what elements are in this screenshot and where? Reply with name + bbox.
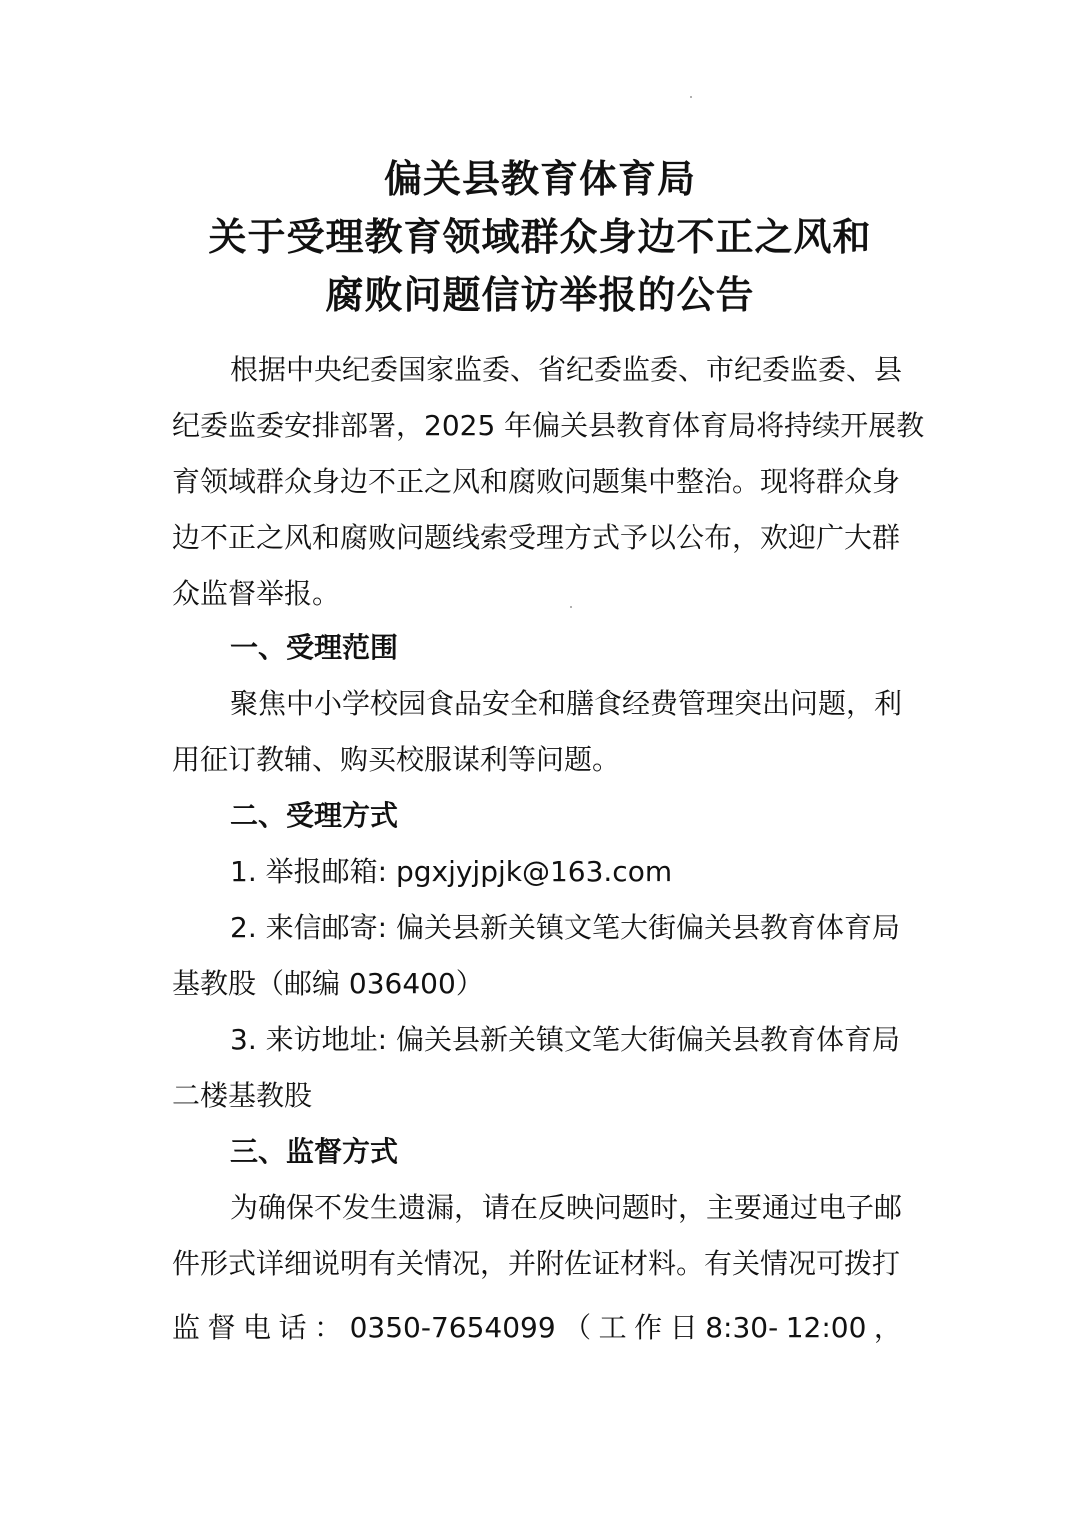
phone-token: ， [873, 1311, 902, 1344]
intro-line-3: 育领域群众身边不正之风和腐败问题集中整治。现将群众身 [172, 465, 901, 498]
phone-token: 话 [278, 1311, 307, 1344]
supervision-phone-line [172, 1311, 902, 1344]
title-line-2: 关于受理教育领域群众身边不正之风和 [208, 214, 872, 259]
section-3-line-2: 件形式详细说明有关情况，并附佐证材料。有关情况可拨打 [172, 1247, 901, 1280]
title-line-3: 腐败问题信访举报的公告 [325, 272, 755, 317]
intro-line-4: 边不正之风和腐败问题线索受理方式予以公布，欢迎广大群 [172, 521, 901, 554]
section-1-line-2: 用征订教辅、购买校服谋利等问题。 [172, 743, 621, 776]
visit-address-line-2: 二楼基教股 [172, 1079, 313, 1112]
phone-token: 12:00 [785, 1311, 867, 1344]
intro-line-1: 根据中央纪委国家监委、省纪委监委、市纪委监委、县 [230, 353, 903, 386]
phone-token: 电 [243, 1311, 272, 1344]
mail-address-line-1: 2. 来信邮寄: 偏关县新关镇文笔大街偏关县教育体育局 [230, 911, 900, 944]
section-3-heading: 三、监督方式 [230, 1135, 399, 1168]
section-1-line-1: 聚焦中小学校园食品安全和膳食经费管理突出问题，利 [230, 687, 903, 720]
scan-speck [570, 606, 572, 608]
phone-token: 日 [669, 1311, 698, 1344]
phone-token: （ [563, 1311, 592, 1344]
section-1-heading: 一、受理范围 [230, 631, 399, 664]
intro-line-2: 纪委监委安排部署，2025 年偏关县教育体育局将持续开展教 [172, 409, 925, 442]
title-line-1: 偏关县教育体育局 [383, 156, 696, 201]
report-email: 1. 举报邮箱: pgxjyjpjk@163.com [230, 855, 673, 888]
intro-line-5: 众监督举报。 [172, 577, 341, 610]
phone-token: ： [314, 1311, 343, 1344]
section-3-line-1: 为确保不发生遗漏，请在反映问题时，主要通过电子邮 [230, 1191, 903, 1224]
phone-token: 作 [634, 1311, 663, 1344]
scan-speck [690, 96, 692, 98]
phone-token: 监 [172, 1311, 201, 1344]
phone-token: 工 [598, 1311, 627, 1344]
section-2-heading: 二、受理方式 [230, 799, 399, 832]
phone-token: 督 [207, 1311, 236, 1344]
visit-address-line-1: 3. 来访地址: 偏关县新关镇文笔大街偏关县教育体育局 [230, 1023, 900, 1056]
phone-token: 8:30- [705, 1311, 779, 1344]
mail-address-line-2: 基教股（邮编 036400） [172, 967, 484, 1000]
phone-number: 0350-7654099 [349, 1311, 556, 1344]
